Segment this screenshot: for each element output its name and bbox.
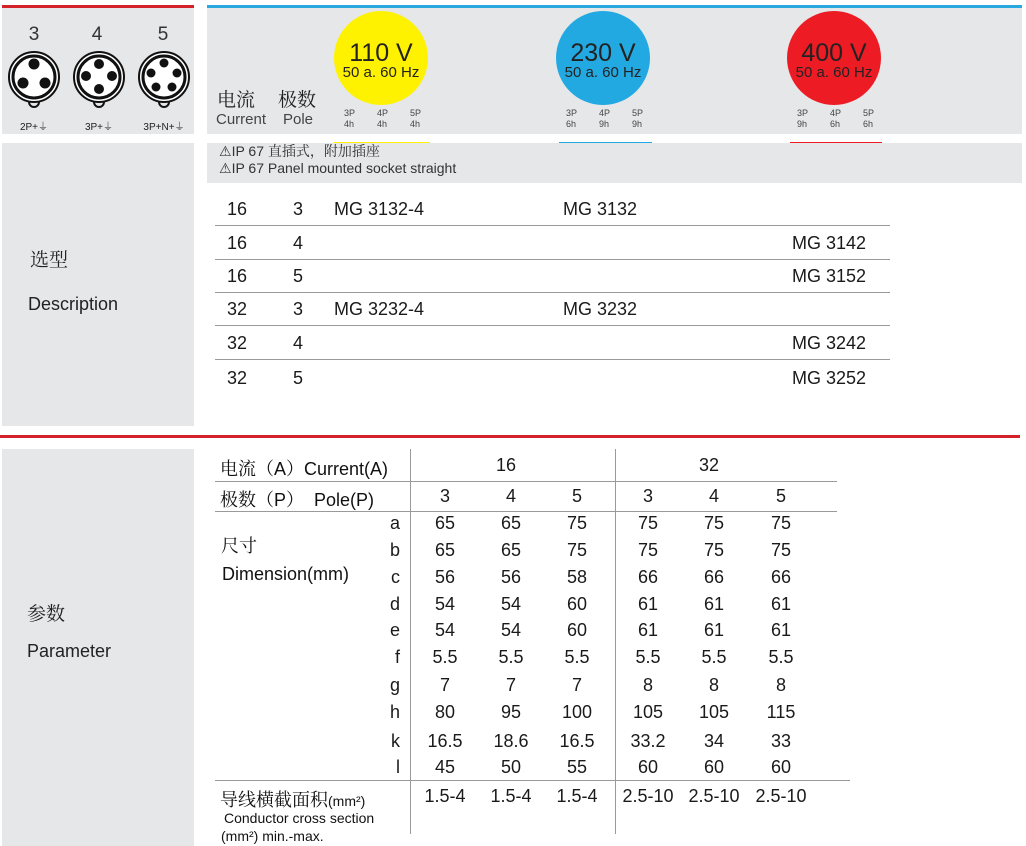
pole-header-cell: 4 <box>505 486 516 506</box>
dimension-letter: l <box>396 757 400 777</box>
dimension-letter: a <box>389 513 400 533</box>
ip-rating-en: ⚠IP 67 Panel mounted socket straight <box>219 160 457 176</box>
description-title-cn: 选型 <box>30 250 69 271</box>
pin-label-4: 3P+⏚ <box>84 122 114 133</box>
description-row: 16 5 MG 3152 <box>215 259 890 293</box>
voltage-400-badge: 400 V 50 a. 60 Hz <box>787 11 881 105</box>
dimension-value-cell: 8 <box>642 675 653 695</box>
dimension-value-cell: 75 <box>703 513 725 533</box>
dimension-value-cell: 5.5 <box>564 647 590 667</box>
dimension-value-cell: 54 <box>434 594 456 614</box>
dimension-value-cell: 61 <box>770 620 792 640</box>
dimension-letter: f <box>394 647 400 667</box>
dimension-value-cell: 5.5 <box>635 647 661 667</box>
dimension-value-cell: 7 <box>439 675 450 695</box>
dimension-value-cell: 75 <box>703 540 725 560</box>
parameter-side-panel <box>2 449 194 846</box>
dimension-value-cell: 65 <box>434 513 456 533</box>
dimension-value-cell: 60 <box>566 620 588 640</box>
voltage-header <box>207 5 1022 134</box>
dimension-value-cell: 75 <box>637 513 659 533</box>
dimension-value-cell: 75 <box>566 513 588 533</box>
dimension-value-cell: 16.5 <box>559 731 595 751</box>
dimension-letter: e <box>389 620 400 640</box>
dimension-value-cell: 5.5 <box>498 647 524 667</box>
conductor-value-cell: 2.5-10 <box>622 786 674 806</box>
pole-label-en: Pole <box>283 111 314 128</box>
dimension-value-cell: 54 <box>500 594 522 614</box>
dimension-value-cell: 60 <box>566 594 588 614</box>
description-row: 16 3 MG 3132-4 MG 3132 <box>215 192 890 226</box>
dimension-value-cell: 61 <box>637 594 659 614</box>
dimension-value-cell: 60 <box>637 757 659 777</box>
dimension-value-cell: 61 <box>770 594 792 614</box>
dimension-letter: d <box>389 594 400 614</box>
table-rule <box>215 511 837 512</box>
warning-icon: ⚠ <box>219 160 232 176</box>
dimension-value-cell: 7 <box>571 675 582 695</box>
pole-header-cell: 4 <box>708 486 719 506</box>
socket-3pin-icon <box>7 50 61 112</box>
dimension-value-cell: 60 <box>703 757 725 777</box>
table-rule <box>215 780 850 781</box>
pole-header-cell: 5 <box>571 486 582 506</box>
ip-rating-bar <box>207 143 1022 183</box>
dimension-value-cell: 34 <box>703 731 725 751</box>
conductor-label-en: Conductor cross section <box>224 810 375 826</box>
dimension-value-cell: 5.5 <box>432 647 458 667</box>
dimension-letter: g <box>389 675 400 695</box>
conductor-value-cell: 1.5-4 <box>556 786 598 806</box>
pin-diagram-panel <box>2 5 194 134</box>
dimension-letter: b <box>389 540 400 560</box>
warning-icon: ⚠ <box>219 143 232 159</box>
pole-header-cell: 3 <box>642 486 653 506</box>
pin-count-5: 5 <box>157 24 169 45</box>
conductor-value-cell: 2.5-10 <box>755 786 807 806</box>
dimension-value-cell: 50 <box>500 757 522 777</box>
dimension-value-cell: 5.5 <box>701 647 727 667</box>
dimension-value-cell: 60 <box>770 757 792 777</box>
conductor-label-unit: (mm²) min.-max. <box>221 828 324 844</box>
dimension-value-cell: 65 <box>434 540 456 560</box>
current-32-header: 32 <box>698 455 720 475</box>
conductor-value-cell: 2.5-10 <box>688 786 740 806</box>
dimension-value-cell: 66 <box>703 567 725 587</box>
voltage-110-badge: 110 V 50 a. 60 Hz <box>334 11 428 105</box>
dimension-value-cell: 61 <box>703 594 725 614</box>
current-label-en: Current <box>216 111 267 128</box>
section-divider <box>0 435 1020 438</box>
dimension-value-cell: 105 <box>632 702 664 722</box>
dimension-value-cell: 58 <box>566 567 588 587</box>
dimension-value-cell: 56 <box>434 567 456 587</box>
dimension-label-cn: 尺寸 <box>221 536 257 556</box>
dimension-value-cell: 5.5 <box>768 647 794 667</box>
pin-label-3: 2P+⏚ <box>19 122 49 133</box>
parameter-title-cn: 参数 <box>27 604 66 625</box>
dimension-value-cell: 33 <box>770 731 792 751</box>
dimension-value-cell: 61 <box>637 620 659 640</box>
pin-count-3: 3 <box>28 24 40 45</box>
dimension-value-cell: 95 <box>500 702 522 722</box>
description-row: 32 4 MG 3242 <box>215 326 890 360</box>
voltage-230-poles: 3P 4P 5P 6h 9h 9h <box>566 108 644 129</box>
description-row: 32 3 MG 3232-4 MG 3232 <box>215 292 890 326</box>
table-rule <box>215 481 837 482</box>
table-column-rule <box>410 449 411 834</box>
socket-5pin-icon <box>137 50 191 112</box>
description-side-panel <box>2 143 194 426</box>
dimension-value-cell: 80 <box>434 702 456 722</box>
conductor-value-cell: 1.5-4 <box>490 786 532 806</box>
dimension-value-cell: 105 <box>698 702 730 722</box>
description-title-en: Description <box>28 294 119 314</box>
dimension-letter: k <box>391 731 400 751</box>
pole-row-label: 极数（P） Pole(P) <box>220 490 375 510</box>
pole-label-cn: 极数 <box>278 90 317 111</box>
pin-label-5: 3P+N+⏚ <box>143 122 185 133</box>
current-16-header: 16 <box>495 455 517 475</box>
conductor-label-cn: 导线横截面积(mm²) <box>220 790 366 810</box>
description-row: 16 4 MG 3142 <box>215 226 890 260</box>
dimension-value-cell: 75 <box>637 540 659 560</box>
dimension-value-cell: 115 <box>766 702 796 722</box>
voltage-110-poles: 3P 4P 5P 4h 4h 4h <box>344 108 422 129</box>
dimension-value-cell: 55 <box>566 757 588 777</box>
dimension-value-cell: 65 <box>500 513 522 533</box>
dimension-value-cell: 7 <box>505 675 516 695</box>
dimension-label-en: Dimension(mm) <box>222 564 350 584</box>
current-row-label: 电流（A）Current(A) <box>220 459 389 479</box>
socket-4pin-icon <box>72 50 126 112</box>
conductor-value-cell: 1.5-4 <box>424 786 466 806</box>
voltage-400-poles: 3P 4P 5P 9h 6h 6h <box>797 108 875 129</box>
dimension-value-cell: 56 <box>500 567 522 587</box>
pole-header-cell: 3 <box>439 486 450 506</box>
description-row: 32 5 MG 3252 <box>227 368 867 388</box>
dimension-value-cell: 75 <box>566 540 588 560</box>
current-label-cn: 电流 <box>217 90 256 111</box>
dimension-value-cell: 8 <box>775 675 786 695</box>
pin-count-4: 4 <box>91 24 103 45</box>
parameter-title-en: Parameter <box>27 641 112 661</box>
dimension-value-cell: 65 <box>500 540 522 560</box>
dimension-value-cell: 45 <box>434 757 456 777</box>
dimension-value-cell: 54 <box>434 620 456 640</box>
dimension-value-cell: 75 <box>770 540 792 560</box>
ip-rating-cn: ⚠IP 67 直插式，附加插座 <box>219 143 380 159</box>
table-column-rule <box>615 449 616 834</box>
voltage-230-badge: 230 V 50 a. 60 Hz <box>556 11 650 105</box>
dimension-value-cell: 33.2 <box>630 731 666 751</box>
dimension-value-cell: 66 <box>637 567 659 587</box>
dimension-value-cell: 66 <box>770 567 792 587</box>
dimension-value-cell: 16.5 <box>427 731 463 751</box>
pole-header-cell: 5 <box>775 486 786 506</box>
dimension-value-cell: 18.6 <box>493 731 529 751</box>
dimension-letter: c <box>391 567 400 587</box>
dimension-value-cell: 8 <box>708 675 719 695</box>
dimension-value-cell: 75 <box>770 513 792 533</box>
dimension-value-cell: 61 <box>703 620 725 640</box>
dimension-letter: h <box>389 702 400 722</box>
dimension-value-cell: 54 <box>500 620 522 640</box>
dimension-value-cell: 100 <box>561 702 593 722</box>
